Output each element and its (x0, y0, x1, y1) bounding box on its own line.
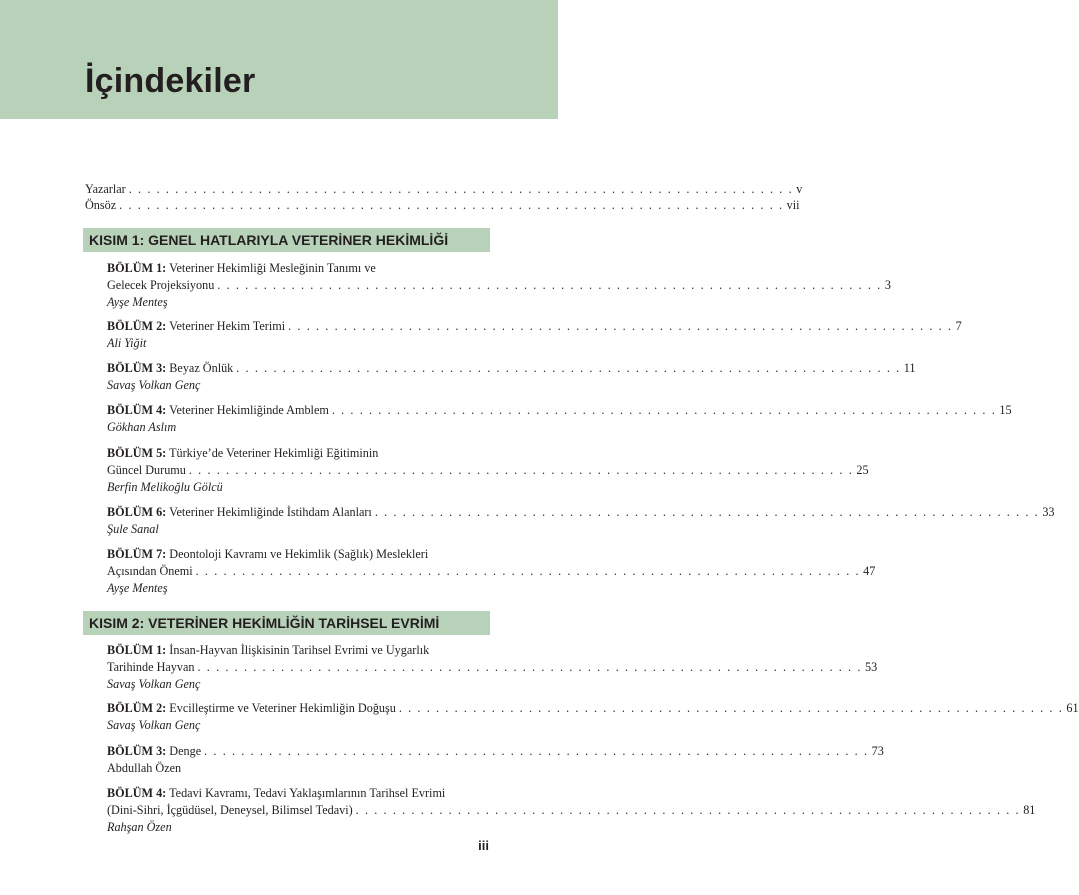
chapter-entry (107, 462, 869, 478)
chapter-label (107, 700, 396, 716)
leader-dots: . . . . . . . . . . . . . . . . . . . . . . . . . . . . . . . . . . . . . . . . . . . . . . . . . . . . . . . . . . . . . . . . . . . . . . . . (188, 463, 854, 477)
page-number-ref: 11 (903, 361, 916, 375)
chapter-label (107, 563, 193, 579)
front-entry (85, 181, 803, 197)
leader-dots: . . . . . . . . . . . . . . . . . . . . . . . . . . . . . . . . . . . . . . . . . . . . . . . . . . . . . . . . . . . . . . . . . . . . . . . . (374, 505, 1040, 519)
chapter-entry (107, 802, 1036, 818)
chapter-author: Berfin Melikoğlu Gölcü (107, 480, 223, 494)
chapter-title: Veteriner Hekimliğinde İstihdam Alanları (169, 505, 372, 519)
chapter-title-line (107, 785, 445, 801)
chapter-number: BÖLÜM 1: (107, 261, 167, 275)
chapter-author: Abdullah Özen (107, 761, 182, 775)
page-number-ref: 47 (863, 564, 876, 578)
chapter-label (107, 277, 214, 293)
chapter-title: Tarihinde Hayvan (107, 660, 195, 674)
chapter-label (107, 659, 194, 675)
leader-dots: . . . . . . . . . . . . . . . . . . . . . . . . . . . . . . . . . . . . . . . . . . . . . . . . . . . . . . . . . . . . . . . . . . . . . . . . (119, 198, 784, 212)
chapter-author: Ayşe Menteş (107, 295, 168, 309)
page-number-ref: 33 (1042, 505, 1055, 519)
chapter-title-line (107, 546, 428, 562)
section-heading (83, 611, 490, 635)
leader-dots: . . . . . . . . . . . . . . . . . . . . . . . . . . . . . . . . . . . . . . . . . . . . . . . . . . . . . . . . . . . . . . . . . . . . . . . . (288, 319, 953, 333)
chapter-title: Türkiye’de Veteriner Hekimliği Eğitiminin (169, 446, 379, 460)
chapter-title: Gelecek Projeksiyonu (107, 278, 215, 292)
chapter-number: BÖLÜM 2: (107, 319, 167, 333)
chapter-title: Açısından Önemi (107, 564, 193, 578)
section-title: KISIM 2: VETERİNER HEKİMLİĞİN TARİHSEL EVRİMİ (89, 615, 440, 631)
chapter-entry (107, 743, 884, 759)
chapter-title-line (107, 260, 376, 276)
chapter-title: Tedavi Kavramı, Tedavi Yaklaşımlarının Tarihsel Evrimi (169, 786, 446, 800)
chapter-title: Veteriner Hekimliği Mesleğinin Tanımı ve (169, 261, 376, 275)
chapter-number: BÖLÜM 3: (107, 744, 167, 758)
page-number-ref: 61 (1066, 701, 1079, 715)
chapter-title: Denge (169, 744, 202, 758)
section-heading (83, 228, 490, 252)
chapter-number: BÖLÜM 4: (107, 786, 167, 800)
chapter-label (107, 504, 372, 520)
front-entry-label: Yazarlar (85, 182, 126, 196)
chapter-author: Şule Sanal (107, 522, 159, 536)
page-number-ref: 53 (865, 660, 878, 674)
chapter-number: BÖLÜM 3: (107, 361, 167, 375)
chapter-title: İnsan-Hayvan İlişkisinin Tarihsel Evrimi ve Uygarlık (169, 643, 430, 657)
leader-dots: . . . . . . . . . . . . . . . . . . . . . . . . . . . . . . . . . . . . . . . . . . . . . . . . . . . . . . . . . . . . . . . . . . . . . . . . (128, 182, 794, 196)
section-title: KISIM 1: GENEL HATLARIYLA VETERİNER HEKİMLİĞİ (89, 232, 449, 248)
chapter-entry (107, 504, 1055, 520)
page-number-ref: 81 (1023, 803, 1036, 817)
chapter-entry (107, 563, 876, 579)
chapter-label (107, 743, 201, 759)
chapter-title: Veteriner Hekim Terimi (169, 319, 286, 333)
page-number-ref: 25 (856, 463, 869, 477)
chapter-title: (Dini-Sihri, İçgüdüsel, Deneysel, Bilimsel Tedavi) (107, 803, 353, 817)
chapter-label (107, 402, 329, 418)
chapter-entry (107, 277, 891, 293)
chapter-title: Veteriner Hekimliğinde Amblem (169, 403, 329, 417)
page-number-ref: 15 (999, 403, 1012, 417)
chapter-title-line (107, 445, 378, 461)
chapter-title-line (107, 642, 429, 658)
chapter-entry (107, 360, 916, 376)
chapter-title: Güncel Durumu (107, 463, 186, 477)
front-entry (85, 197, 800, 213)
chapter-entry (107, 402, 1012, 418)
front-entry-label: Önsöz (85, 198, 117, 212)
leader-dots: . . . . . . . . . . . . . . . . . . . . . . . . . . . . . . . . . . . . . . . . . . . . . . . . . . . . . . . . . . . . . . . . . . . . . . . . (195, 564, 861, 578)
page-title: İçindekiler (85, 62, 256, 100)
page-number-ref: 73 (871, 744, 884, 758)
leader-dots: . . . . . . . . . . . . . . . . . . . . . . . . . . . . . . . . . . . . . . . . . . . . . . . . . . . . . . . . . . . . . . . . . . . . . . . . (355, 803, 1021, 817)
chapter-label (107, 802, 353, 818)
chapter-author: Ali Yiğit (107, 336, 147, 350)
leader-dots: . . . . . . . . . . . . . . . . . . . . . . . . . . . . . . . . . . . . . . . . . . . . . . . . . . . . . . . . . . . . . . . . . . . . . . . . (217, 278, 882, 292)
chapter-number: BÖLÜM 1: (107, 643, 167, 657)
leader-dots: . . . . . . . . . . . . . . . . . . . . . . . . . . . . . . . . . . . . . . . . . . . . . . . . . . . . . . . . . . . . . . . . . . . . . . . . (204, 744, 869, 758)
chapter-label (107, 318, 285, 334)
chapter-title: Beyaz Önlük (169, 361, 234, 375)
leader-dots: . . . . . . . . . . . . . . . . . . . . . . . . . . . . . . . . . . . . . . . . . . . . . . . . . . . . . . . . . . . . . . . . . . . . . . . . (398, 701, 1064, 715)
chapter-author: Gökhan Aslım (107, 420, 177, 434)
page-number: iii (478, 838, 489, 853)
chapter-entry (107, 318, 962, 334)
chapter-number: BÖLÜM 5: (107, 446, 167, 460)
chapter-title: Evcilleştirme ve Veteriner Hekimliğin Doğuşu (169, 701, 396, 715)
page-number-ref: v (796, 182, 803, 196)
chapter-entry (107, 659, 878, 675)
leader-dots: . . . . . . . . . . . . . . . . . . . . . . . . . . . . . . . . . . . . . . . . . . . . . . . . . . . . . . . . . . . . . . . . . . . . . . . . (331, 403, 997, 417)
chapter-label (107, 462, 186, 478)
leader-dots: . . . . . . . . . . . . . . . . . . . . . . . . . . . . . . . . . . . . . . . . . . . . . . . . . . . . . . . . . . . . . . . . . . . . . . . . (236, 361, 901, 375)
chapter-number: BÖLÜM 6: (107, 505, 167, 519)
chapter-label (107, 360, 233, 376)
chapter-author: Ayşe Menteş (107, 581, 168, 595)
chapter-number: BÖLÜM 4: (107, 403, 167, 417)
chapter-number: BÖLÜM 2: (107, 701, 167, 715)
chapter-entry (107, 700, 1079, 716)
chapter-author: Rahşan Özen (107, 820, 172, 834)
chapter-number: BÖLÜM 7: (107, 547, 167, 561)
chapter-author: Savaş Volkan Genç (107, 718, 201, 732)
page-number-ref: vii (786, 198, 800, 212)
chapter-author: Savaş Volkan Genç (107, 677, 201, 691)
page-number-ref: 7 (955, 319, 962, 333)
page-number-ref: 3 (884, 278, 891, 292)
chapter-title: Deontoloji Kavramı ve Hekimlik (Sağlık) Meslekleri (169, 547, 429, 561)
chapter-author: Savaş Volkan Genç (107, 378, 201, 392)
leader-dots: . . . . . . . . . . . . . . . . . . . . . . . . . . . . . . . . . . . . . . . . . . . . . . . . . . . . . . . . . . . . . . . . . . . . . . . . (197, 660, 862, 674)
